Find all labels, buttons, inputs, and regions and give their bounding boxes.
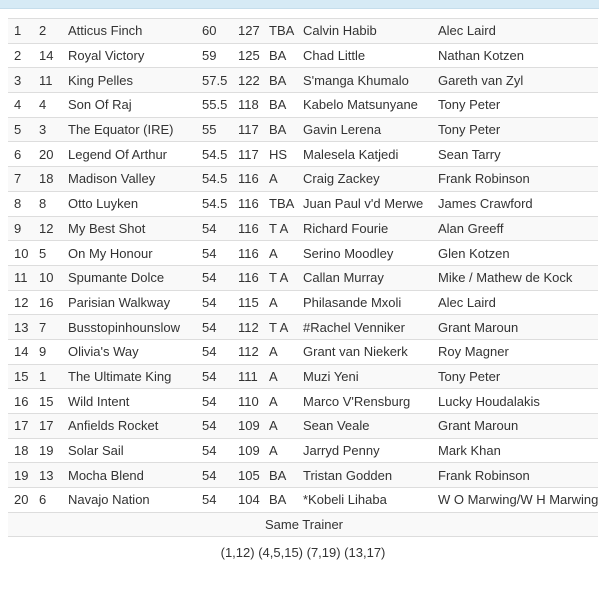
trainer-name: Alec Laird [432, 290, 598, 315]
merit-rating: 117 [232, 117, 263, 142]
runner-draw: 1 [33, 364, 62, 389]
header-strip [0, 0, 599, 9]
gear-code: TBA [263, 19, 297, 44]
jockey-name: Muzi Yeni [297, 364, 432, 389]
jockey-name: Marco V'Rensburg [297, 389, 432, 414]
merit-rating: 116 [232, 241, 263, 266]
merit-rating: 112 [232, 315, 263, 340]
horse-name: Atticus Finch [62, 19, 196, 44]
same-trainer-row [8, 512, 598, 537]
gear-code: T A [263, 265, 297, 290]
merit-rating: 127 [232, 19, 263, 44]
horse-name: Son Of Raj [62, 93, 196, 118]
jockey-name: S'manga Khumalo [297, 68, 432, 93]
runner-weight: 54 [196, 241, 232, 266]
gear-code: BA [263, 68, 297, 93]
merit-rating: 116 [232, 167, 263, 192]
runner-position: 8 [8, 191, 33, 216]
trainer-name: Tony Peter [432, 117, 598, 142]
gear-code: A [263, 414, 297, 439]
runner-draw: 6 [33, 488, 62, 513]
jockey-name: Chad Little [297, 43, 432, 68]
runner-draw: 17 [33, 414, 62, 439]
jockey-name: *Kobeli Lihaba [297, 488, 432, 513]
trainer-name: Glen Kotzen [432, 241, 598, 266]
runner-weight: 59 [196, 43, 232, 68]
merit-rating: 125 [232, 43, 263, 68]
jockey-name: Tristan Godden [297, 463, 432, 488]
jockey-name: Kabelo Matsunyane [297, 93, 432, 118]
jockey-name: Juan Paul v'd Merwe [297, 191, 432, 216]
table-row [8, 389, 598, 414]
table-row [8, 241, 598, 266]
runner-draw: 5 [33, 241, 62, 266]
runner-weight: 54 [196, 463, 232, 488]
same-trainer-groups-text: (1,12) (4,5,15) (7,19) (13,17) [220, 545, 386, 561]
merit-rating: 109 [232, 414, 263, 439]
racecard-table [8, 18, 598, 537]
runner-position: 7 [8, 167, 33, 192]
runner-position: 11 [8, 265, 33, 290]
horse-name: Otto Luyken [62, 191, 196, 216]
trainer-name: Sean Tarry [432, 142, 598, 167]
trainer-name: Frank Robinson [432, 167, 598, 192]
runner-draw: 9 [33, 339, 62, 364]
gear-code: BA [263, 93, 297, 118]
gear-code: BA [263, 117, 297, 142]
runner-position: 19 [8, 463, 33, 488]
horse-name: The Equator (IRE) [62, 117, 196, 142]
horse-name: Spumante Dolce [62, 265, 196, 290]
table-row [8, 463, 598, 488]
jockey-name: Malesela Katjedi [297, 142, 432, 167]
horse-name: Royal Victory [62, 43, 196, 68]
runner-weight: 54.5 [196, 191, 232, 216]
runner-draw: 3 [33, 117, 62, 142]
runner-weight: 57.5 [196, 68, 232, 93]
trainer-name: Tony Peter [432, 364, 598, 389]
runner-draw: 13 [33, 463, 62, 488]
horse-name: King Pelles [62, 68, 196, 93]
gear-code: BA [263, 463, 297, 488]
merit-rating: 104 [232, 488, 263, 513]
horse-name: Navajo Nation [62, 488, 196, 513]
merit-rating: 117 [232, 142, 263, 167]
runner-weight: 54 [196, 389, 232, 414]
runner-draw: 19 [33, 438, 62, 463]
table-row [8, 438, 598, 463]
runner-position: 18 [8, 438, 33, 463]
runner-position: 13 [8, 315, 33, 340]
runner-draw: 20 [33, 142, 62, 167]
merit-rating: 116 [232, 216, 263, 241]
runner-draw: 10 [33, 265, 62, 290]
trainer-name: Frank Robinson [432, 463, 598, 488]
runner-weight: 55 [196, 117, 232, 142]
gear-code: A [263, 389, 297, 414]
merit-rating: 110 [232, 389, 263, 414]
merit-rating: 112 [232, 339, 263, 364]
table-row [8, 290, 598, 315]
gear-code: BA [263, 488, 297, 513]
jockey-name: #Rachel Venniker [297, 315, 432, 340]
gear-code: BA [263, 43, 297, 68]
runner-position: 1 [8, 19, 33, 44]
table-row [8, 68, 598, 93]
table-row [8, 216, 598, 241]
runner-position: 4 [8, 93, 33, 118]
trainer-name: Alan Greeff [432, 216, 598, 241]
runner-position: 3 [8, 68, 33, 93]
merit-rating: 111 [232, 364, 263, 389]
jockey-name: Jarryd Penny [297, 438, 432, 463]
jockey-name: Sean Veale [297, 414, 432, 439]
runner-weight: 54 [196, 364, 232, 389]
runner-weight: 55.5 [196, 93, 232, 118]
jockey-name: Serino Moodley [297, 241, 432, 266]
jockey-name: Calvin Habib [297, 19, 432, 44]
runner-position: 6 [8, 142, 33, 167]
same-trainer-label: Same Trainer [8, 512, 598, 537]
trainer-name: Lucky Houdalakis [432, 389, 598, 414]
trainer-name: Roy Magner [432, 339, 598, 364]
gear-code: A [263, 339, 297, 364]
runner-draw: 15 [33, 389, 62, 414]
runner-draw: 2 [33, 19, 62, 44]
runner-position: 10 [8, 241, 33, 266]
runner-weight: 54 [196, 438, 232, 463]
table-row [8, 142, 598, 167]
jockey-name: Philasande Mxoli [297, 290, 432, 315]
horse-name: On My Honour [62, 241, 196, 266]
runner-draw: 7 [33, 315, 62, 340]
jockey-name: Callan Murray [297, 265, 432, 290]
horse-name: Mocha Blend [62, 463, 196, 488]
trainer-name: Gareth van Zyl [432, 68, 598, 93]
horse-name: Legend Of Arthur [62, 142, 196, 167]
horse-name: Busstopinhounslow [62, 315, 196, 340]
runner-draw: 14 [33, 43, 62, 68]
gear-code: T A [263, 216, 297, 241]
gear-code: TBA [263, 191, 297, 216]
horse-name: The Ultimate King [62, 364, 196, 389]
table-row [8, 364, 598, 389]
merit-rating: 122 [232, 68, 263, 93]
gear-code: HS [263, 142, 297, 167]
gear-code: A [263, 290, 297, 315]
runner-draw: 8 [33, 191, 62, 216]
runner-draw: 11 [33, 68, 62, 93]
runner-weight: 54.5 [196, 167, 232, 192]
table-row [8, 117, 598, 142]
table-row [8, 315, 598, 340]
runner-weight: 60 [196, 19, 232, 44]
runner-weight: 54 [196, 414, 232, 439]
horse-name: Madison Valley [62, 167, 196, 192]
merit-rating: 105 [232, 463, 263, 488]
gear-code: A [263, 438, 297, 463]
racecard-container [8, 18, 598, 560]
runner-position: 20 [8, 488, 33, 513]
trainer-name: Alec Laird [432, 19, 598, 44]
runner-weight: 54 [196, 290, 232, 315]
runner-draw: 12 [33, 216, 62, 241]
table-row [8, 414, 598, 439]
merit-rating: 115 [232, 290, 263, 315]
jockey-name: Richard Fourie [297, 216, 432, 241]
horse-name: Solar Sail [62, 438, 196, 463]
runner-position: 12 [8, 290, 33, 315]
runner-position: 16 [8, 389, 33, 414]
table-row [8, 265, 598, 290]
table-row [8, 19, 598, 44]
table-row [8, 93, 598, 118]
runner-position: 9 [8, 216, 33, 241]
runner-position: 2 [8, 43, 33, 68]
trainer-name: Tony Peter [432, 93, 598, 118]
table-row [8, 488, 598, 513]
merit-rating: 116 [232, 265, 263, 290]
runner-weight: 54 [196, 315, 232, 340]
horse-name: My Best Shot [62, 216, 196, 241]
jockey-name: Gavin Lerena [297, 117, 432, 142]
table-row [8, 167, 598, 192]
runner-draw: 18 [33, 167, 62, 192]
trainer-name: Nathan Kotzen [432, 43, 598, 68]
table-row [8, 339, 598, 364]
table-row [8, 43, 598, 68]
table-row [8, 191, 598, 216]
runner-weight: 54.5 [196, 142, 232, 167]
runner-position: 14 [8, 339, 33, 364]
jockey-name: Craig Zackey [297, 167, 432, 192]
gear-code: A [263, 364, 297, 389]
merit-rating: 118 [232, 93, 263, 118]
jockey-name: Grant van Niekerk [297, 339, 432, 364]
trainer-name: Grant Maroun [432, 414, 598, 439]
gear-code: T A [263, 315, 297, 340]
horse-name: Wild Intent [62, 389, 196, 414]
runner-draw: 4 [33, 93, 62, 118]
horse-name: Parisian Walkway [62, 290, 196, 315]
trainer-name: Mark Khan [432, 438, 598, 463]
horse-name: Olivia's Way [62, 339, 196, 364]
runner-position: 5 [8, 117, 33, 142]
runner-weight: 54 [196, 216, 232, 241]
trainer-name: W O Marwing/W H Marwing [432, 488, 598, 513]
merit-rating: 109 [232, 438, 263, 463]
runner-position: 17 [8, 414, 33, 439]
runner-weight: 54 [196, 265, 232, 290]
gear-code: A [263, 167, 297, 192]
runner-draw: 16 [33, 290, 62, 315]
horse-name: Anfields Rocket [62, 414, 196, 439]
trainer-name: Grant Maroun [432, 315, 598, 340]
merit-rating: 116 [232, 191, 263, 216]
runner-weight: 54 [196, 339, 232, 364]
runner-weight: 54 [196, 488, 232, 513]
gear-code: A [263, 241, 297, 266]
trainer-name: James Crawford [432, 191, 598, 216]
runner-position: 15 [8, 364, 33, 389]
trainer-name: Mike / Mathew de Kock [432, 265, 598, 290]
